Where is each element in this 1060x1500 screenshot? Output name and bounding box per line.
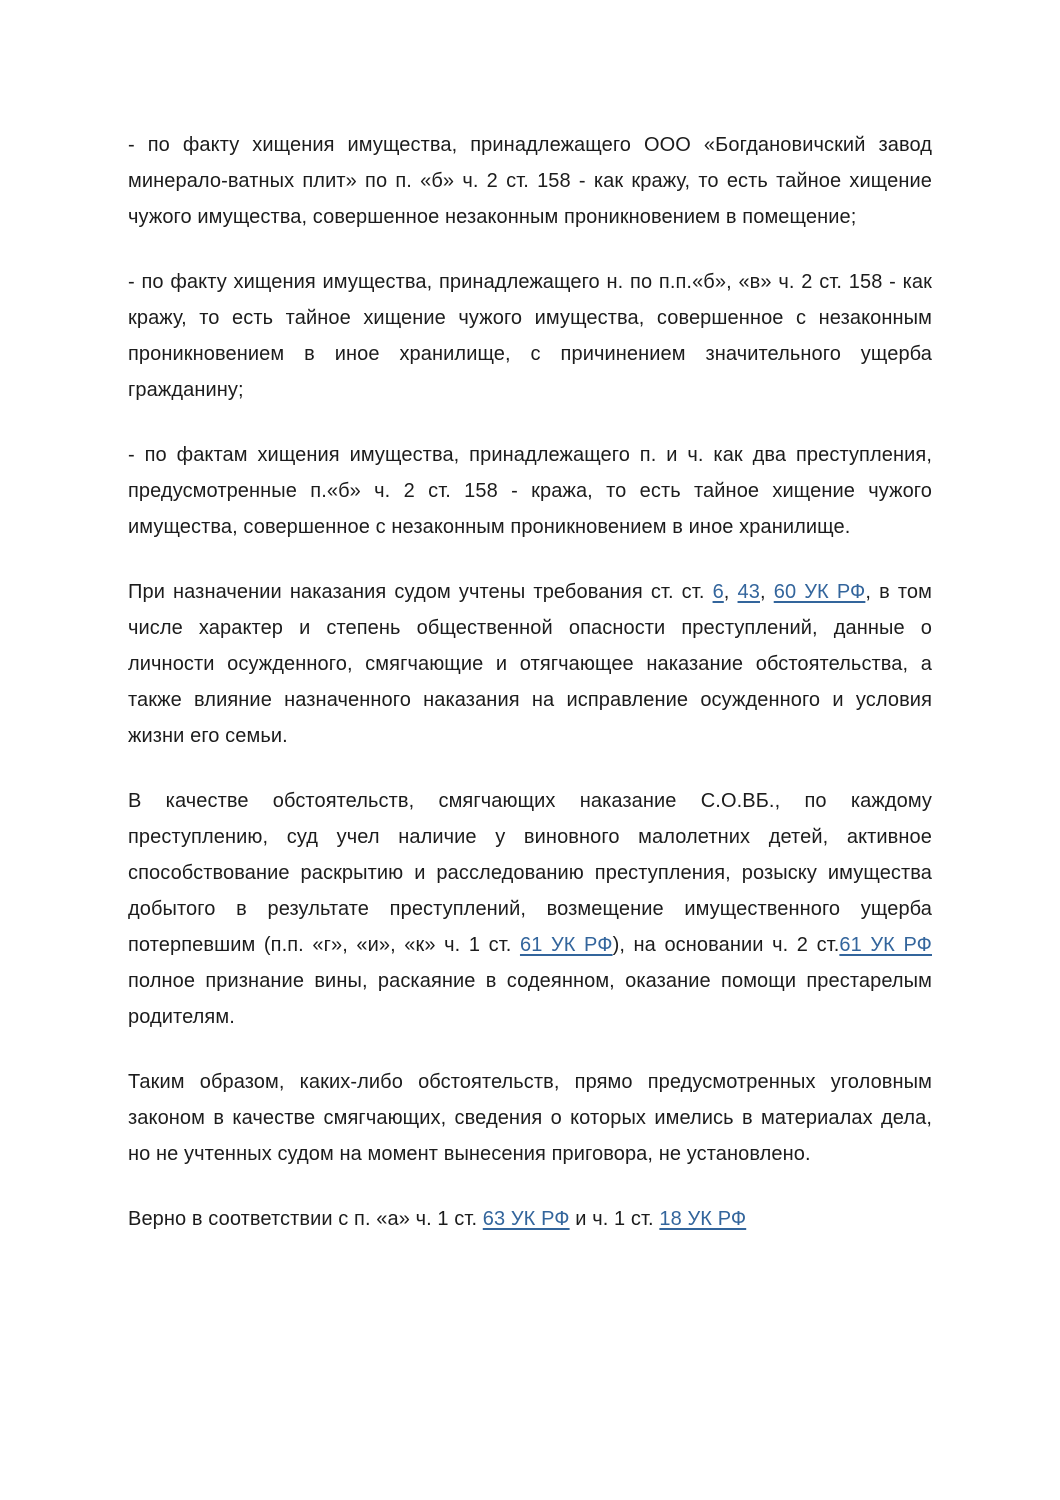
paragraph-text: , в том числе характер и степень общественной опасности преступлений, данные о личности осужденного, смягчающие и отягчающее наказание обстоятельства, а также влияние назначенного наказания на исправление осужденного и условия жизни его семьи.: [128, 581, 932, 747]
paragraph: [128, 127, 932, 235]
law-article-link[interactable]: 43: [737, 581, 760, 603]
paragraph-text: ,: [723, 581, 738, 603]
paragraph-text: Верно в соответствии с п. «а» ч. 1 ст.: [128, 1208, 483, 1230]
paragraph-text: полное признание вины, раскаяние в содеянном, оказание помощи престарелым родителям.: [128, 970, 932, 1028]
paragraph: [128, 1201, 932, 1237]
paragraph: [128, 1064, 932, 1172]
paragraph-text: - по факту хищения имущества, принадлежащего ООО «Богдановичский завод минерало-ватных плит» по п. «б» ч. 2 ст. 158 - как кражу, то есть тайное хищение чужого имущества, совершенное незаконным проникновением в помещение;: [128, 134, 932, 228]
paragraph: [128, 264, 932, 408]
paragraph: [128, 574, 932, 754]
law-article-link[interactable]: 18 УК РФ: [659, 1208, 747, 1230]
paragraph-text: ), на основании ч. 2 ст.: [612, 934, 840, 956]
paragraph-text: ,: [759, 581, 774, 603]
paragraph-text: При назначении наказания судом учтены требования ст. ст.: [128, 581, 713, 603]
law-article-link[interactable]: 6: [712, 581, 724, 603]
law-article-link[interactable]: 60 УК РФ: [773, 581, 866, 603]
paragraph-text: В качестве обстоятельств, смягчающих наказание С.О.ВБ., по каждому преступлению, суд учел наличие у виновного малолетних детей, активное способствование раскрытию и расследованию преступления, розыску имущества добытого в результате преступлений, возмещение имущественного ущерба потерпевшим (п.п. «г», «и», «к» ч. 1 ст.: [128, 790, 932, 956]
paragraph-text: Таким образом, каких-либо обстоятельств, прямо предусмотренных уголовным законом в качестве смягчающих, сведения о которых имелись в материалах дела, но не учтенных судом на момент вынесения приговора, не установлено.: [128, 1071, 932, 1165]
law-article-link[interactable]: 63 УК РФ: [482, 1208, 570, 1230]
law-article-link[interactable]: 61 УК РФ: [839, 934, 932, 956]
paragraph-text: - по фактам хищения имущества, принадлежащего п. и ч. как два преступления, предусмотренные п.«б» ч. 2 ст. 158 - кража, то есть тайное хищение чужого имущества, совершенное с незаконным проникновением в иное хранилище.: [128, 444, 932, 538]
document-body: [128, 127, 932, 1237]
paragraph: [128, 437, 932, 545]
law-article-link[interactable]: 61 УК РФ: [519, 934, 613, 956]
paragraph-text: и ч. 1 ст.: [569, 1208, 660, 1230]
paragraph-text: - по факту хищения имущества, принадлежащего н. по п.п.«б», «в» ч. 2 ст. 158 - как кражу, то есть тайное хищение чужого имущества, совершенное с незаконным проникновением в иное хранилище, с причинением значительного ущерба гражданину;: [128, 271, 932, 401]
paragraph: [128, 783, 932, 1035]
